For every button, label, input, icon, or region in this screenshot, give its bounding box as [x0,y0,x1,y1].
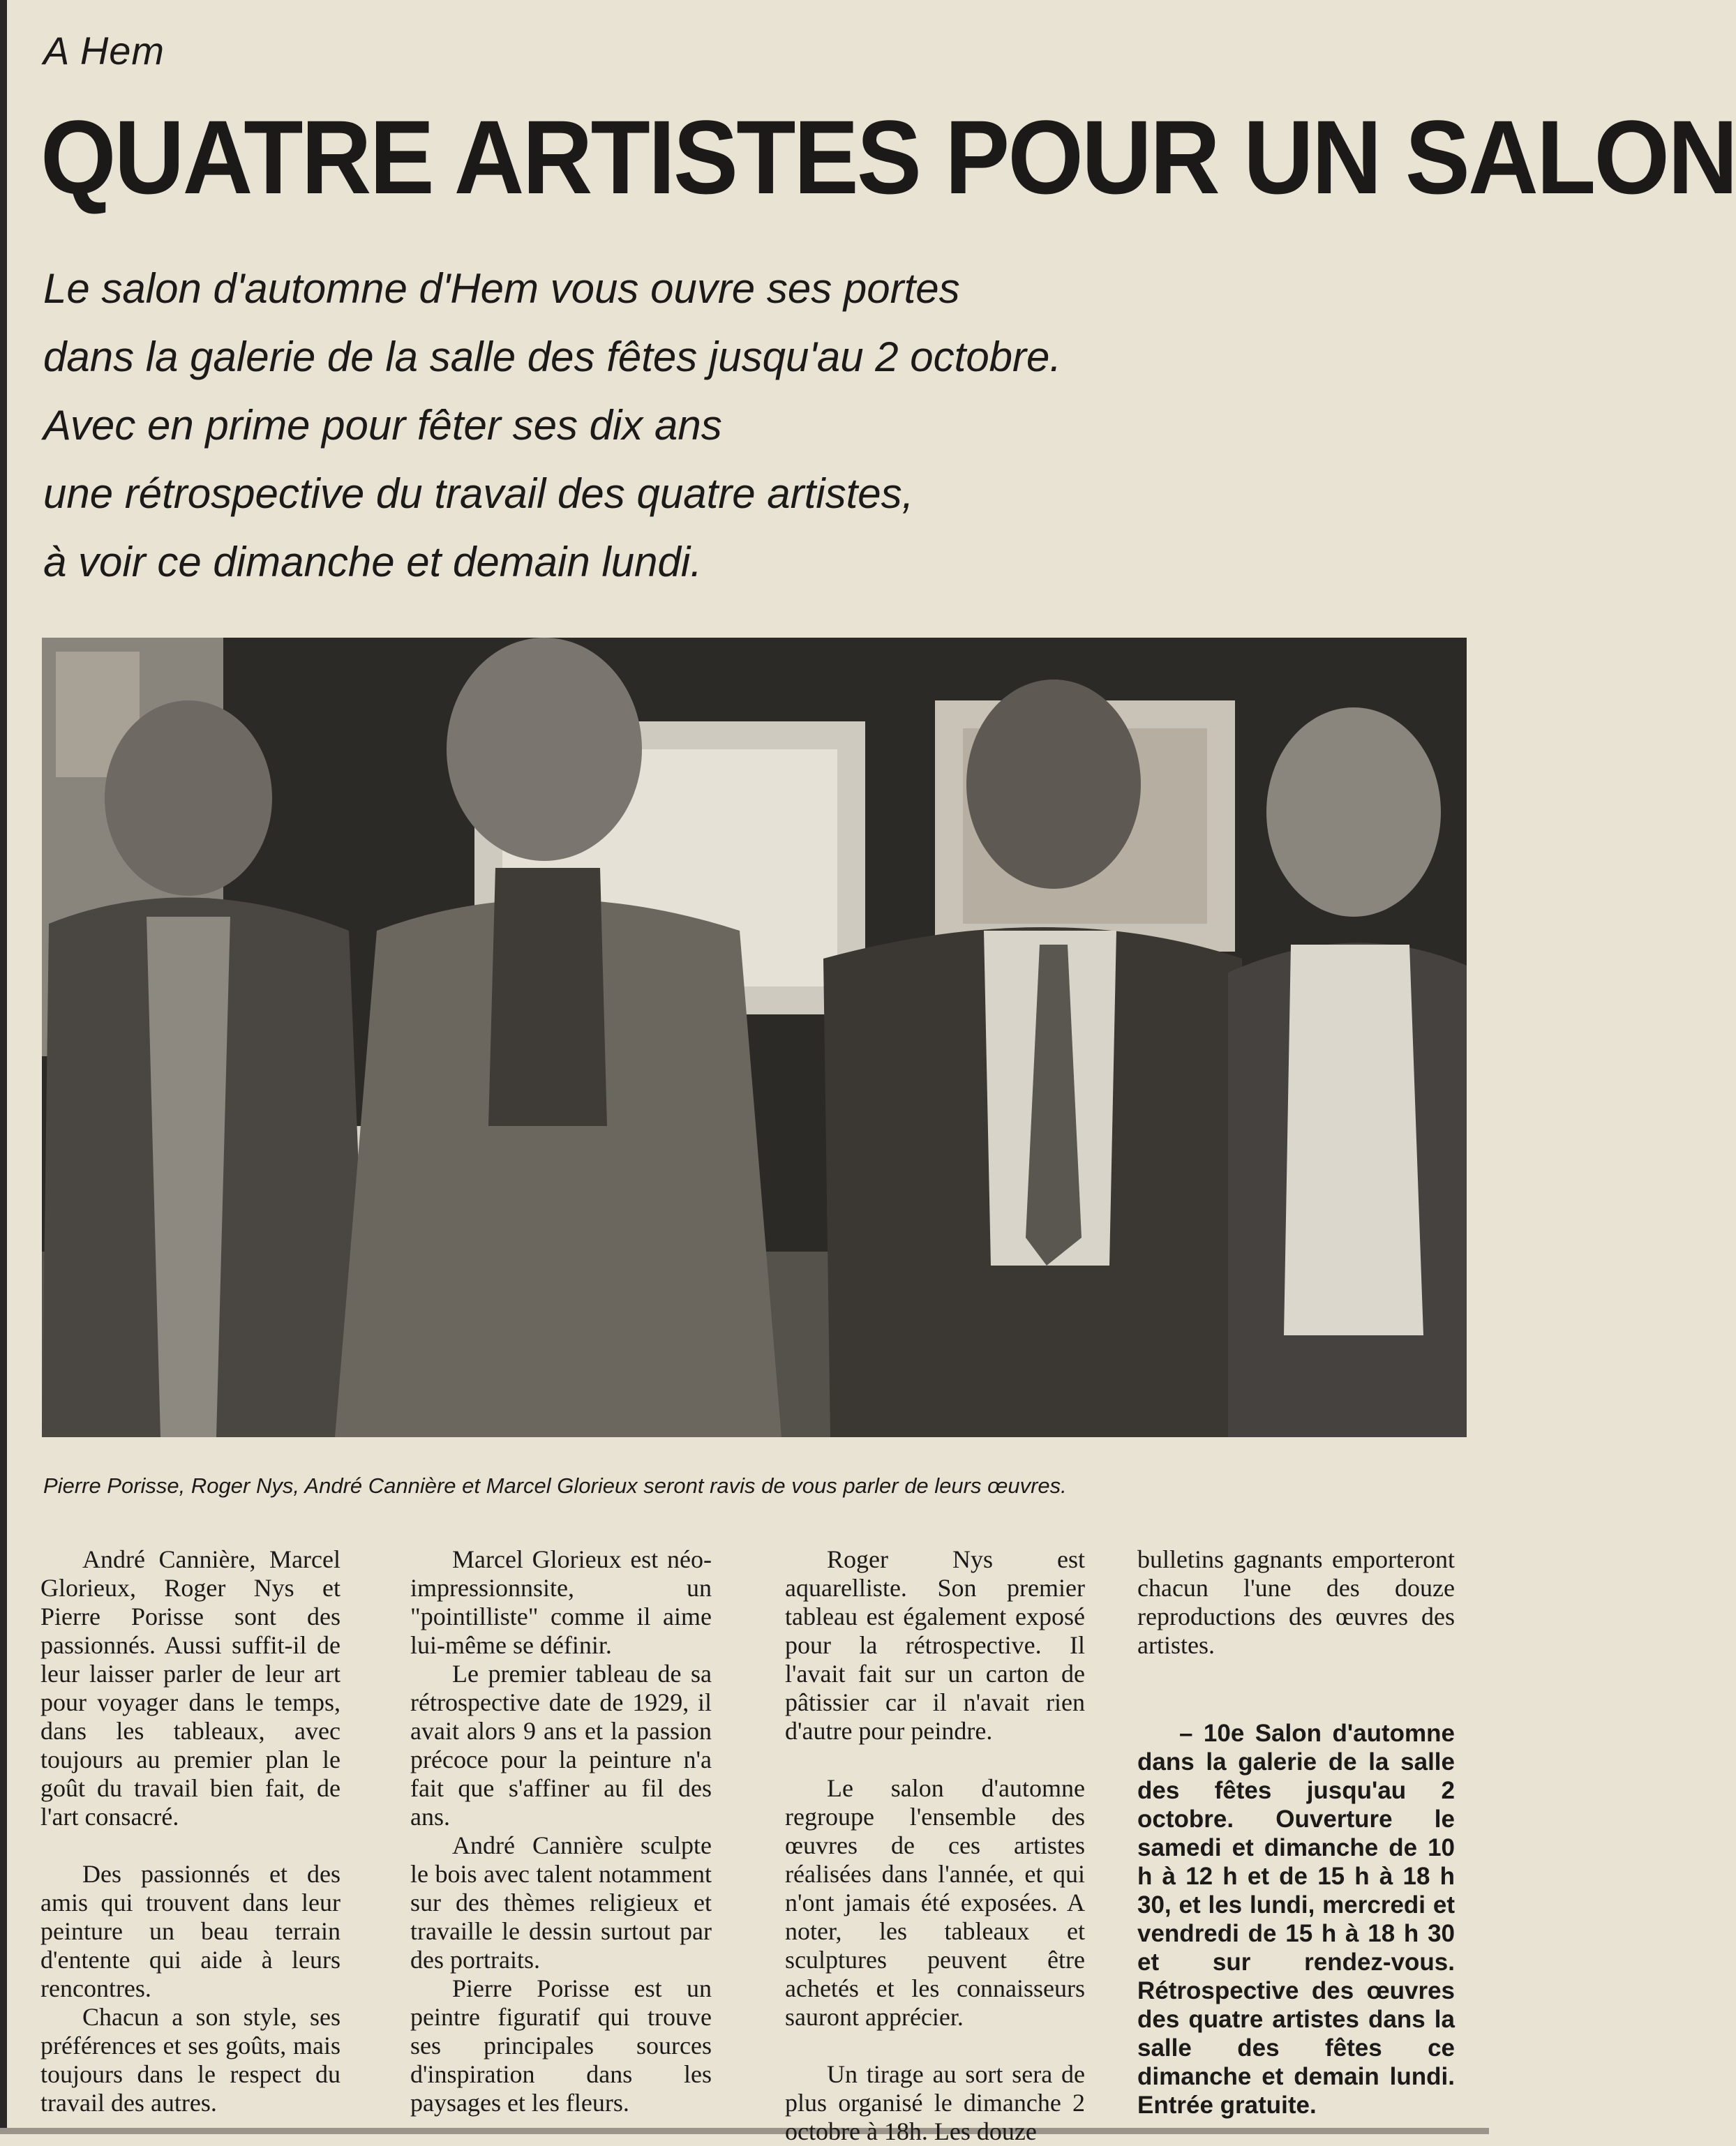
lede-line: à voir ce dimanche et demain lundi. [43,539,702,585]
page-border-bottom [0,2128,1489,2134]
article-column-4 [1137,1545,1455,2119]
paragraph: André Cannière sculpte le bois avec talent notamment sur des thèmes religieux et travaille le dessin surtout par des portraits. [410,1831,712,1974]
event-info-box: – 10e Salon d'automne dans la galerie de la salle des fêtes jusqu'au 2 octobre. Ouverture le samedi et dimanche de 10 h à 12 h et de 15 h à 18 h 30, et les lundi, mercredi et vendredi de 15 h à 18 h 30 et sur rendez-vous. Rétrospective des œuvres des quatre artistes dans la salle des fêtes ce dimanche et demain lundi. Entrée gratuite. [1137,1720,1455,2119]
paragraph: Le salon d'automne regroupe l'ensemble des œuvres de ces artistes réalisées dans l'année, et qui n'ont jamais été exposées. A noter, les tableaux et sculptures peuvent être achetés et les connaisseurs sauront apprécier. [785,1774,1085,2031]
lede-line: Avec en prime pour fêter ses dix ans [43,402,722,449]
photo-caption: Pierre Porisse, Roger Nys, André Cannière et Marcel Glorieux seront ravis de vous parler de leurs œuvres. [43,1473,1067,1498]
article-column-1 [40,1545,341,2117]
paragraph: Un tirage au sort sera de plus organisé le dimanche 2 octobre à 18h. Les douze [785,2060,1085,2145]
paragraph: André Cannière, Marcel Glorieux, Roger Nys et Pierre Porisse sont des passionnés. Aussi suffit-il de leur laisser parler de leur art pour voyager dans le temps, dans les tableaux, avec toujours au premier plan le goût du travail bien fait, de l'art consacré. [40,1545,341,1831]
paragraph: Des passionnés et des amis qui trouvent dans leur peinture un beau terrain d'entente qui aide à leurs rencontres. [40,1860,341,2002]
lede-line: une rétrospective du travail des quatre artistes, [43,470,914,517]
lede-line: dans la galerie de la salle des fêtes jusqu'au 2 octobre. [43,333,1062,380]
page-border-left [0,0,7,2134]
photo-illustration [42,638,1467,1437]
paragraph: Chacun a son style, ses préférences et ses goûts, mais toujours dans le respect du travail des autres. [40,2003,341,2117]
paragraph: Le premier tableau de sa rétrospective date de 1929, il avait alors 9 ans et la passion précoce pour la peinture n'a fait que s'affiner au fil des ans. [410,1660,712,1831]
artists-photo [42,638,1467,1437]
article-column-3 [785,1545,1085,2146]
lede-line: Le salon d'automne d'Hem vous ouvre ses portes [43,265,960,312]
article-column-2 [410,1545,712,2117]
article-lede [43,255,1299,596]
article-kicker: A Hem [43,29,165,73]
paragraph: Pierre Porisse est un peintre figuratif qui trouve ses principales sources d'inspiration dans les paysages et les fleurs. [410,1974,712,2117]
article-headline: QUATRE ARTISTES POUR UN SALON [40,98,1736,216]
paragraph: Marcel Glorieux est néo-impressionnsite, un "pointilliste" comme il aime lui-même se définir. [410,1545,712,1659]
paragraph: bulletins gagnants emporteront chacun l'une des douze reproductions des œuvres des artistes. [1137,1545,1455,1659]
paragraph: Roger Nys est aquarelliste. Son premier tableau est également exposé pour la rétrospective. Il l'avait fait sur un carton de pâtissier car il n'avait rien d'autre pour peindre. [785,1545,1085,1745]
